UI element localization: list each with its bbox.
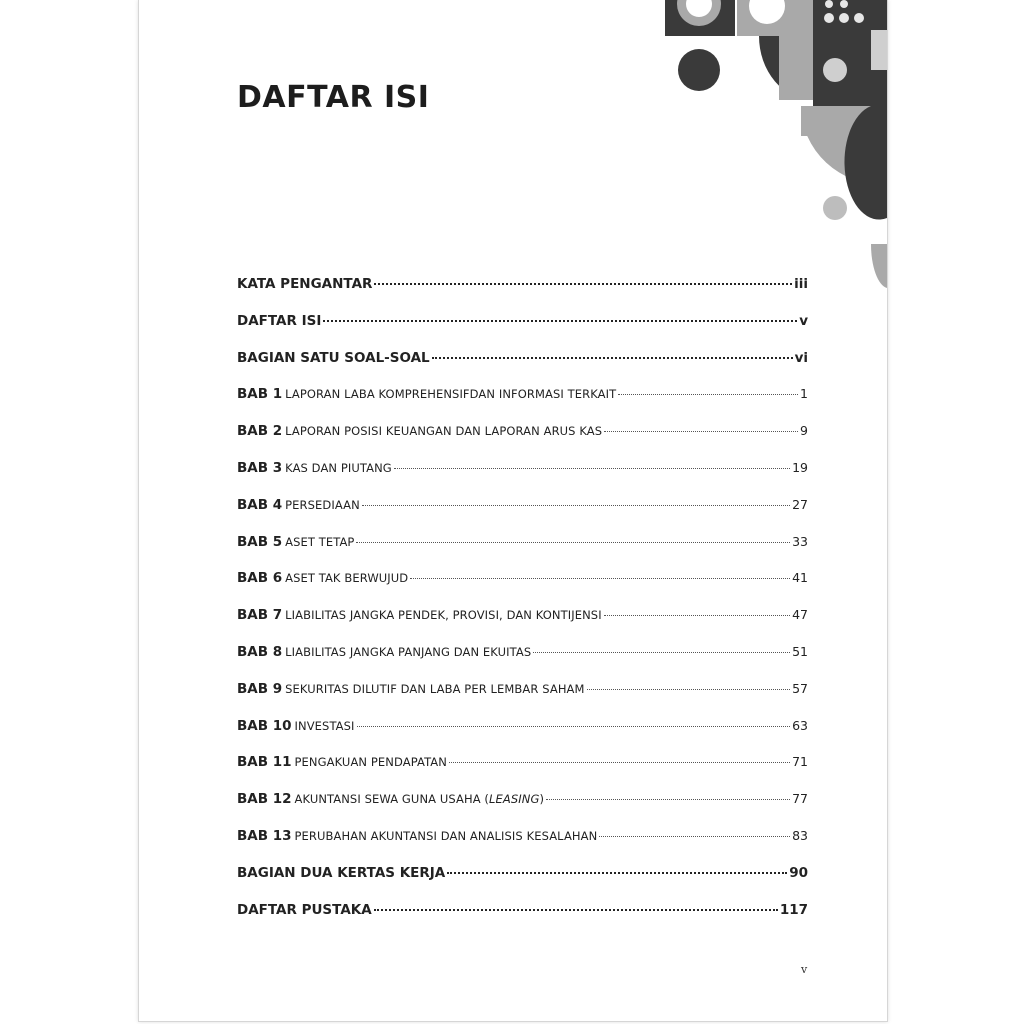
toc-entry-bab-2[interactable] [237, 423, 808, 460]
dot-leader [323, 318, 797, 322]
dot-leader [447, 870, 787, 874]
toc-entry-label: DAFTAR ISI [237, 312, 322, 329]
toc-entry-bab-9[interactable] [237, 681, 808, 718]
toc-entry-kata-pengantar[interactable] [237, 276, 808, 313]
chapter-title: AKUNTANSI SEWA GUNA USAHA ( [294, 792, 490, 807]
toc-entry-daftar-isi[interactable] [237, 313, 808, 350]
toc-page-number: 47 [792, 607, 808, 623]
toc-page-number: 117 [779, 901, 808, 918]
toc-page-number: 41 [792, 570, 808, 586]
toc-page-number: 51 [792, 643, 808, 659]
chapter-title: PERUBAHAN AKUNTANSI DAN ANALISIS KESALAHAN [294, 828, 598, 843]
toc-page-number: 90 [789, 864, 808, 881]
toc-entry-bab-12[interactable] [237, 791, 808, 828]
dot-leader [449, 760, 790, 763]
toc-entry-bab-11[interactable] [237, 754, 808, 791]
chapter-title-end: ) [539, 792, 545, 807]
chapter-title-italic: LEASING [489, 792, 540, 807]
toc-entry-bagian-dua[interactable] [237, 865, 808, 902]
chapter-title: LIABILITAS JANGKA PENDEK, PROVISI, DAN KONTIJENSI [285, 608, 602, 623]
toc-page-number: 57 [792, 680, 808, 696]
chapter-title: INVESTASI [294, 718, 355, 733]
toc-page-number: 77 [792, 791, 808, 807]
dot-leader [546, 797, 790, 800]
toc-page-number: vi [794, 349, 808, 366]
toc-entry-bab-6[interactable] [237, 570, 808, 607]
chapter-number: BAB 8 [237, 643, 283, 660]
chapter-number: BAB 12 [237, 791, 292, 808]
chapter-number: BAB 3 [237, 459, 283, 476]
dot-leader [533, 650, 790, 653]
chapter-number: BAB 11 [237, 754, 292, 771]
dot-leader [374, 907, 778, 911]
toc-page-number: 9 [800, 423, 808, 439]
dot-leader [410, 576, 790, 579]
toc-entry-label: DAFTAR PUSTAKA [237, 901, 372, 918]
dot-leader [604, 429, 798, 432]
dot-leader [362, 503, 790, 506]
toc-entry-bab-3[interactable] [237, 460, 808, 497]
toc-entry-label: KATA PENGANTAR [237, 276, 373, 292]
chapter-title: ASET TAK BERWUJUD [285, 571, 409, 586]
toc-entry-bab-5[interactable] [237, 534, 808, 571]
toc-entry-bagian-satu[interactable] [237, 350, 808, 387]
dot-leader [618, 392, 798, 395]
decorative-geometric-graphic [659, 0, 887, 300]
toc-page-number: 1 [800, 386, 808, 402]
chapter-number: BAB 7 [237, 607, 283, 624]
dot-leader [604, 613, 790, 616]
chapter-number: BAB 2 [237, 423, 283, 440]
toc-page-number: v [799, 312, 808, 329]
toc-entry-bab-1[interactable] [237, 386, 808, 423]
chapter-title: LAPORAN LABA KOMPREHENSIFDAN INFORMASI TERKAIT [285, 387, 617, 402]
toc-entry-bab-13[interactable] [237, 828, 808, 865]
toc-page-number: 33 [792, 533, 808, 549]
chapter-number: BAB 10 [237, 717, 292, 734]
chapter-number: BAB 1 [237, 386, 283, 403]
chapter-title: KAS DAN PIUTANG [285, 460, 392, 475]
chapter-title: SEKURITAS DILUTIF DAN LABA PER LEMBAR SAHAM [285, 681, 585, 696]
chapter-number: BAB 9 [237, 680, 283, 697]
dot-leader [374, 281, 792, 285]
chapter-title: LAPORAN POSISI KEUANGAN DAN LAPORAN ARUS KAS [285, 424, 603, 439]
toc-page-number: 27 [792, 496, 808, 512]
toc-entry-label: BAGIAN SATU SOAL-SOAL [237, 349, 430, 366]
toc-entry-daftar-pustaka[interactable] [237, 902, 808, 939]
dot-leader [394, 466, 790, 469]
toc-page-number: 83 [792, 827, 808, 843]
chapter-number: BAB 13 [237, 827, 292, 844]
toc-entry-bab-10[interactable] [237, 718, 808, 755]
chapter-title: ASET TETAP [285, 534, 355, 549]
toc-entry-bab-7[interactable] [237, 607, 808, 644]
toc-page-number: 63 [792, 717, 808, 733]
chapter-title: LIABILITAS JANGKA PANJANG DAN EKUITAS [285, 644, 532, 659]
document-page [138, 0, 888, 1022]
chapter-title: PENGAKUAN PENDAPATAN [294, 755, 447, 770]
chapter-number: BAB 5 [237, 533, 283, 550]
dot-leader [357, 724, 791, 727]
chapter-title: PERSEDIAAN [285, 497, 360, 512]
dot-leader [356, 540, 790, 543]
toc-page-number: iii [794, 276, 808, 292]
dot-leader [587, 687, 791, 690]
dot-leader [599, 834, 790, 837]
toc-entry-label: BAGIAN DUA KERTAS KERJA [237, 864, 446, 881]
page-title: DAFTAR ISI [237, 80, 430, 115]
toc-entry-bab-4[interactable] [237, 497, 808, 534]
toc-page-number: 71 [792, 754, 808, 770]
toc-entry-bab-8[interactable] [237, 644, 808, 681]
chapter-number: BAB 4 [237, 496, 283, 513]
toc-page-number: 19 [792, 459, 808, 475]
chapter-number: BAB 6 [237, 570, 283, 587]
dot-leader [432, 355, 793, 359]
table-of-contents [237, 276, 808, 938]
page-number-footer: v [801, 963, 808, 976]
